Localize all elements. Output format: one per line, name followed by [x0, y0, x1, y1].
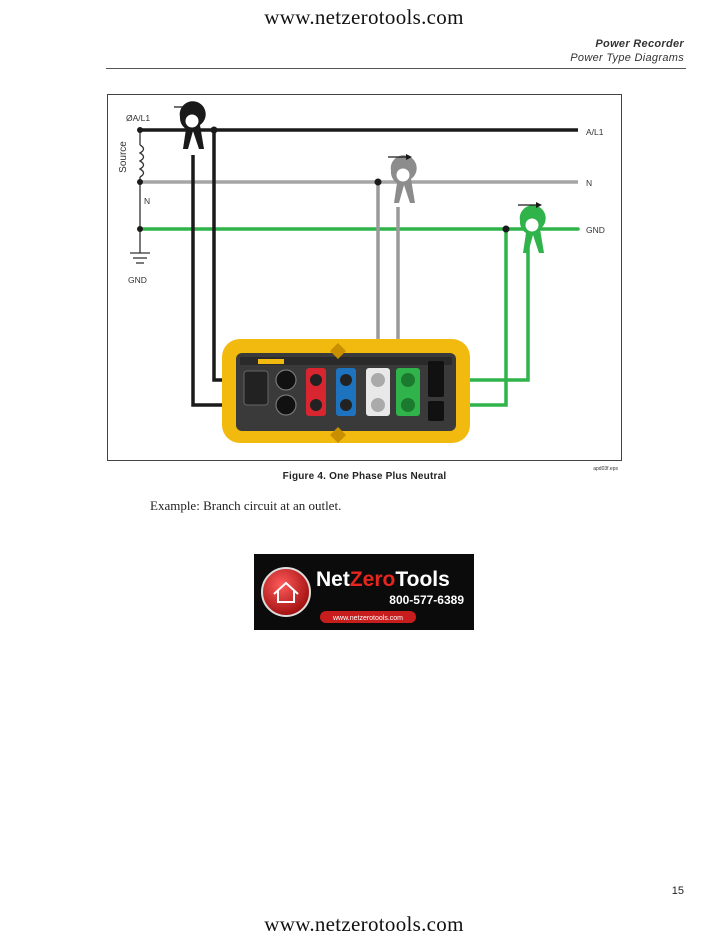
running-header-title: Power Recorder: [595, 38, 684, 50]
power-recorder-instrument: [222, 339, 470, 443]
wiring-diagram: [108, 95, 623, 472]
page-number: 15: [671, 885, 684, 897]
running-header-subtitle: Power Type Diagrams: [570, 52, 684, 64]
label-phase-right: A/L1: [586, 127, 604, 137]
site-url-top[interactable]: www.netzerotools.com: [264, 5, 464, 29]
ad-brand-net: Net: [316, 568, 350, 591]
direction-arrows: [174, 104, 542, 208]
ad-brand-zero: Zero: [349, 568, 396, 591]
header-rule: [106, 68, 686, 69]
house-logo-icon: [262, 568, 310, 616]
label-phase-left: ØA/L1: [126, 113, 151, 123]
label-source: Source: [118, 141, 129, 173]
ad-url: www.netzerotools.com: [332, 615, 404, 622]
figure-caption: Figure 4. One Phase Plus Neutral: [282, 471, 447, 482]
ad-graphic: [254, 554, 474, 630]
clamp-neutral: [391, 155, 417, 203]
label-neutral-right: N: [586, 178, 593, 188]
netzerotools-ad-banner[interactable]: [254, 554, 474, 630]
example-text: Example: Branch circuit at an outlet.: [150, 498, 342, 513]
label-ground-left: GND: [128, 275, 147, 285]
ground-symbol: [130, 229, 150, 263]
figure-file-ref: apd03f.eps: [593, 466, 618, 472]
label-ground-right: GND: [586, 225, 605, 235]
label-neutral-left: N: [144, 196, 151, 206]
ad-brand-tools: Tools: [395, 568, 450, 591]
ad-brand: [316, 568, 450, 591]
site-url-bottom[interactable]: www.netzerotools.com: [264, 912, 464, 936]
ad-phone: 800-577-6389: [389, 593, 464, 607]
wiring-diagram-figure: [107, 94, 622, 472]
clamp-phase: [180, 101, 206, 149]
